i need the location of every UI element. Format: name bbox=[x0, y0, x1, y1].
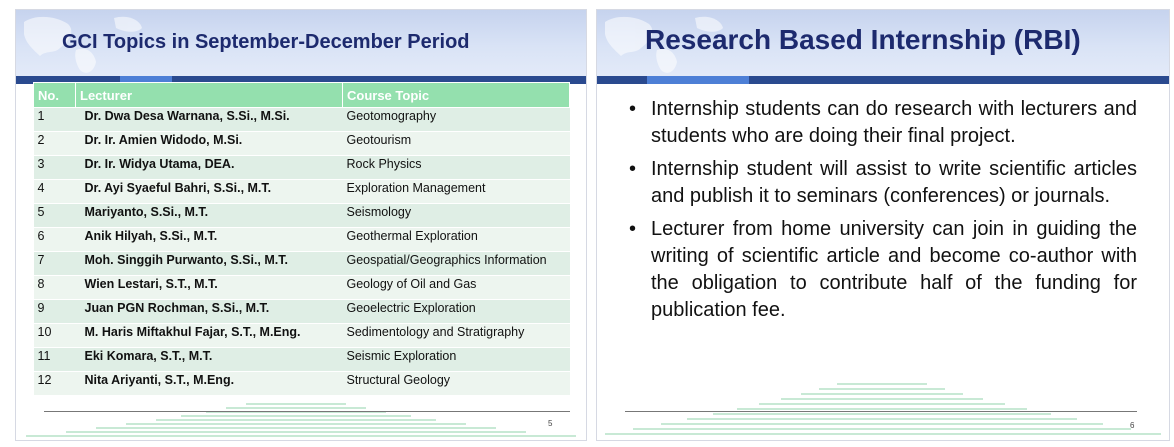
table-row bbox=[34, 348, 570, 372]
bullet-icon: • bbox=[629, 98, 637, 120]
bullet-icon: • bbox=[629, 218, 637, 240]
table-row bbox=[34, 108, 570, 132]
bullet-text: Internship student will assist to write scientific articles and publish it to seminars (conferences) or journals. bbox=[651, 158, 1137, 207]
cell-lecturer: Nita Ariyanti, S.T., M.Eng. bbox=[76, 372, 343, 396]
table-row bbox=[34, 156, 570, 180]
list-item bbox=[627, 156, 1137, 210]
slide-rbi bbox=[596, 9, 1170, 441]
cell-lecturer: Eki Komara, S.T., M.T. bbox=[76, 348, 343, 372]
cell-topic: Seismic Exploration bbox=[343, 348, 570, 372]
footer-rule bbox=[625, 411, 1137, 412]
cell-topic: Geospatial/Geographics Information bbox=[343, 252, 570, 276]
cell-no: 3 bbox=[34, 156, 76, 180]
page-number: 6 bbox=[1130, 421, 1135, 430]
cell-no: 10 bbox=[34, 324, 76, 348]
cell-no: 4 bbox=[34, 180, 76, 204]
bullet-list bbox=[627, 96, 1137, 330]
cell-topic: Geothermal Exploration bbox=[343, 228, 570, 252]
cell-lecturer: Moh. Singgih Purwanto, S.Si., M.T. bbox=[76, 252, 343, 276]
table-row bbox=[34, 228, 570, 252]
slide-title: Research Based Internship (RBI) bbox=[645, 24, 1081, 55]
cell-lecturer: Anik Hilyah, S.Si., M.T. bbox=[76, 228, 343, 252]
cell-topic: Sedimentology and Stratigraphy bbox=[343, 324, 570, 348]
bullet-text: Internship students can do research with lecturers and students who are doing their final project. bbox=[651, 98, 1137, 147]
bullet-icon: • bbox=[629, 158, 637, 180]
cell-lecturer: Mariyanto, S.Si., M.T. bbox=[76, 204, 343, 228]
table-row bbox=[34, 372, 570, 396]
cell-lecturer: Juan PGN Rochman, S.Si., M.T. bbox=[76, 300, 343, 324]
bullet-text: Lecturer from home university can join in guiding the writing of scientific article and become co-author with the obligation to contribute half of the funding for publication fee. bbox=[651, 218, 1137, 321]
cell-no: 1 bbox=[34, 108, 76, 132]
slide-header bbox=[597, 10, 1169, 76]
cell-lecturer: Dr. Dwa Desa Warnana, S.Si., M.Si. bbox=[76, 108, 343, 132]
table-row bbox=[34, 300, 570, 324]
footer-decoration bbox=[16, 400, 586, 440]
table-row bbox=[34, 276, 570, 300]
cell-topic: Structural Geology bbox=[343, 372, 570, 396]
table-row bbox=[34, 252, 570, 276]
footer-decoration bbox=[597, 380, 1169, 440]
slide-gci-topics bbox=[15, 9, 587, 441]
cell-topic: Rock Physics bbox=[343, 156, 570, 180]
header-lecturer: Lecturer bbox=[76, 83, 343, 108]
cell-no: 2 bbox=[34, 132, 76, 156]
cell-no: 8 bbox=[34, 276, 76, 300]
cell-topic: Geology of Oil and Gas bbox=[343, 276, 570, 300]
cell-no: 6 bbox=[34, 228, 76, 252]
cell-no: 5 bbox=[34, 204, 76, 228]
cell-no: 12 bbox=[34, 372, 76, 396]
cell-topic: Geotomography bbox=[343, 108, 570, 132]
cell-topic: Seismology bbox=[343, 204, 570, 228]
footer-rule bbox=[44, 411, 570, 412]
table-row bbox=[34, 180, 570, 204]
table-row bbox=[34, 324, 570, 348]
header-rule bbox=[597, 76, 1169, 84]
cell-lecturer: M. Haris Miftakhul Fajar, S.T., M.Eng. bbox=[76, 324, 343, 348]
table-header-row bbox=[34, 83, 570, 108]
list-item bbox=[627, 96, 1137, 150]
cell-lecturer: Dr. Ir. Amien Widodo, M.Si. bbox=[76, 132, 343, 156]
slide-header bbox=[16, 10, 586, 76]
table-row bbox=[34, 204, 570, 228]
topics-table bbox=[33, 82, 570, 395]
cell-topic: Exploration Management bbox=[343, 180, 570, 204]
cell-lecturer: Dr. Ir. Widya Utama, DEA. bbox=[76, 156, 343, 180]
cell-no: 7 bbox=[34, 252, 76, 276]
page-number: 5 bbox=[548, 419, 553, 428]
cell-topic: Geoelectric Exploration bbox=[343, 300, 570, 324]
cell-no: 9 bbox=[34, 300, 76, 324]
header-course-topic: Course Topic bbox=[343, 83, 570, 108]
list-item bbox=[627, 216, 1137, 324]
cell-topic: Geotourism bbox=[343, 132, 570, 156]
slide-title: GCI Topics in September-December Period bbox=[62, 31, 470, 53]
cell-lecturer: Dr. Ayi Syaeful Bahri, S.Si., M.T. bbox=[76, 180, 343, 204]
cell-lecturer: Wien Lestari, S.T., M.T. bbox=[76, 276, 343, 300]
cell-no: 11 bbox=[34, 348, 76, 372]
table-row bbox=[34, 132, 570, 156]
header-no: No. bbox=[34, 83, 76, 108]
